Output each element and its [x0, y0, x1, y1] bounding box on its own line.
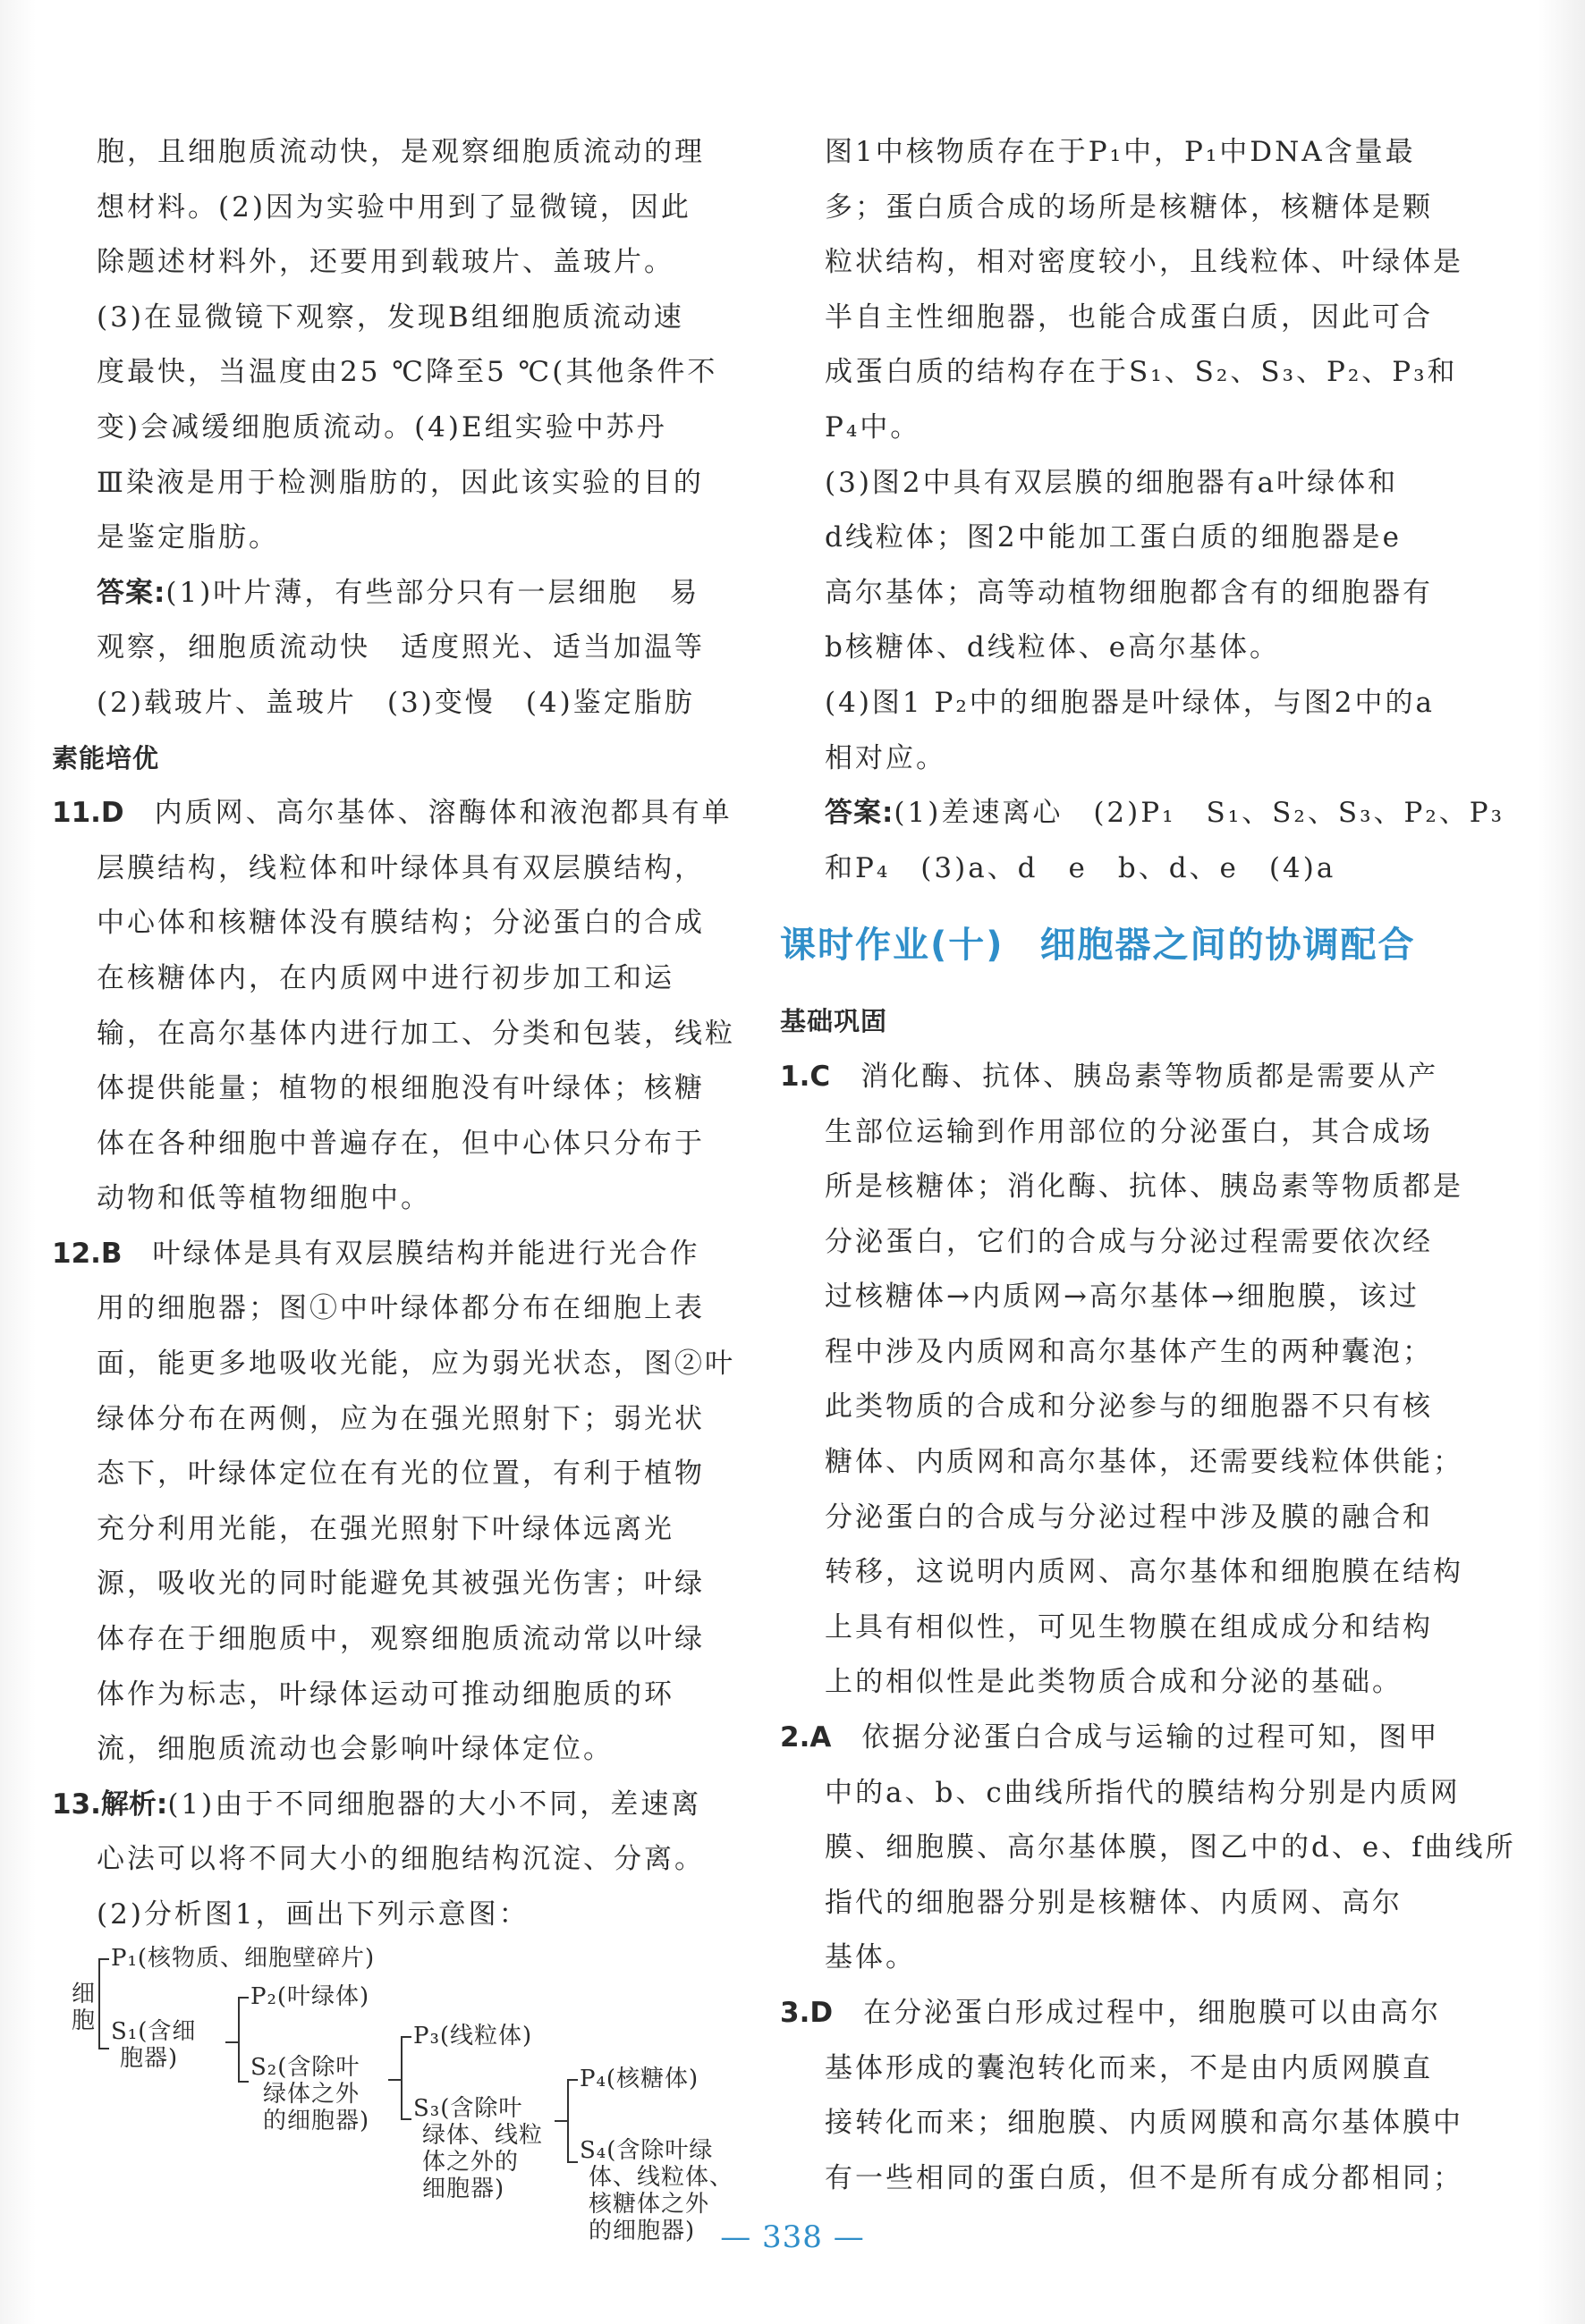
left-column [52, 125, 735, 1943]
answer-text: (1)叶片薄，有些部分只有一层细胞 易 [165, 576, 700, 609]
analysis-label: 解析: [100, 1787, 168, 1821]
question-number: 13. [52, 1787, 101, 1821]
connector-line [388, 2079, 401, 2081]
diagram-node-s2: 的细胞器) [263, 2108, 370, 2134]
diagram-node-s3: 绿体、线粒 [422, 2122, 544, 2149]
question-12 [52, 1227, 700, 1282]
diagram-node-s4: 体、线粒体、 [589, 2164, 734, 2191]
diagram-node-p1: P₁(核物质、细胞壁碎片) [111, 1945, 376, 1972]
text-line: 心法可以将不同大小的细胞结构沉淀、分离。 [97, 1843, 705, 1876]
question-2 [780, 1711, 1440, 1766]
diagram-node-s4: 的细胞器) [589, 2218, 696, 2244]
text-line: 用的细胞器；图①中叶绿体都分布在细胞上表 [97, 1292, 705, 1325]
text-line: 胞，且细胞质流动快，是观察细胞质流动的理 [97, 136, 705, 168]
text-line: 体作为标志，叶绿体运动可推动细胞质的环 [97, 1678, 674, 1711]
text-line: Ⅲ染液是用于检测脂肪的，因此该实验的目的 [97, 466, 704, 499]
text-line: 体存在于细胞质中，观察细胞质流动常以叶绿 [97, 1623, 705, 1656]
answer-line: (2)载玻片、盖玻片 (3)变慢 (4)鉴定脂肪 [97, 686, 695, 719]
text-line: d线粒体；图2中能加工蛋白质的细胞器是e [825, 521, 1402, 554]
diagram-node-p2: P₂(叶绿体) [250, 1983, 370, 2010]
question-11 [52, 786, 733, 841]
text-line: 动物和低等植物细胞中。 [97, 1182, 431, 1215]
question-number: 12. [52, 1237, 101, 1270]
connector-line [555, 2120, 567, 2122]
text-line: 在核糖体内，在内质网中进行初步加工和运 [97, 961, 674, 994]
text-line: (4)图1 P₂中的细胞器是叶绿体，与图2中的a [825, 686, 1435, 719]
bracket-line [401, 2036, 411, 2120]
text-line: 体提供能量；植物的根细胞没有叶绿体；核糖 [97, 1072, 705, 1105]
diagram-node-s1: 胞器) [120, 2045, 179, 2072]
text-line: 充分利用光能，在强光照射下叶绿体远离光 [97, 1512, 674, 1545]
text-line: 高尔基体；高等动植物细胞都含有的细胞器有 [825, 576, 1433, 609]
text-line: 中的a、b、c曲线所指代的膜结构分别是内质网 [825, 1776, 1461, 1809]
text-line: 流，细胞质流动也会影响叶绿体定位。 [97, 1733, 614, 1766]
text-line: 分泌蛋白，它们的合成与分泌过程需要依次经 [825, 1225, 1433, 1258]
text-line: 层膜结构，线粒体和叶绿体具有双层膜结构， [97, 851, 705, 884]
section-heading: 基础巩固 [780, 1006, 888, 1037]
text-line: 生部位运输到作用部位的分泌蛋白，其合成场 [825, 1115, 1433, 1148]
question-text: 在分泌蛋白形成过程中，细胞膜可以由高尔 [833, 1997, 1442, 2029]
text-line: 粒状结构，相对密度较小，且线粒体、叶绿体是 [825, 246, 1463, 279]
text-line: 基体形成的囊泡转化而来，不是由内质网膜直 [825, 2051, 1433, 2084]
answer-line [52, 566, 700, 621]
text-line: 半自主性细胞器，也能合成蛋白质，因此可合 [825, 300, 1433, 334]
answer-label: 答案: [97, 576, 166, 609]
text-line: 指代的细胞器分别是核糖体、内质网、高尔 [825, 1886, 1403, 1919]
answer-letter: B [100, 1237, 123, 1270]
text-line: 图1中核物质存在于P₁中，P₁中DNA含量最 [825, 136, 1416, 168]
text-line: 度最快，当温度由25 ℃降至5 ℃(其他条件不 [97, 356, 718, 389]
question-text: 内质网、高尔基体、溶酶体和液泡都具有单 [123, 797, 733, 830]
diagram-root: 细 [72, 1981, 97, 2007]
question-number: 1. [780, 1060, 810, 1093]
text-line: 多；蛋白质合成的场所是核糖体，核糖体是颗 [825, 190, 1433, 224]
bracket-line [238, 1997, 249, 2083]
text-line: 糖体、内质网和高尔基体，还需要线粒体供能； [825, 1446, 1463, 1479]
text-line: 转移，这说明内质网、高尔基体和细胞膜在结构 [825, 1556, 1463, 1589]
diagram-node-s2: 绿体之外 [263, 2081, 360, 2108]
text-line: b核糖体、d线粒体、e高尔基体。 [825, 631, 1281, 664]
answer-line: 和P₄ (3)a、d e b、d、e (4)a [825, 851, 1336, 884]
answer-letter: D [100, 797, 124, 830]
diagram-node-s3: S₃(含除叶 [413, 2095, 523, 2122]
text-line: 成蛋白质的结构存在于S₁、S₂、S₃、P₂、P₃和 [825, 356, 1458, 389]
text-line: 输，在高尔基体内进行加工、分类和包装，线粒 [97, 1017, 735, 1050]
question-text: 叶绿体是具有双层膜结构并能进行光合作 [122, 1237, 700, 1270]
text-line: 源，吸收光的同时能避免其被强光伤害；叶绿 [97, 1568, 705, 1601]
question-text: 依据分泌蛋白合成与运输的过程可知，图甲 [831, 1721, 1440, 1754]
centrifugation-diagram [64, 1945, 734, 2244]
text-line: 面，能更多地吸收光能，应为弱光状态，图②叶 [97, 1348, 735, 1381]
text-line: 接转化而来；细胞膜、内质网膜和高尔基体膜中 [825, 2107, 1463, 2140]
section-heading: 素能培优 [52, 742, 160, 773]
diagram-node-s3: 体之外的 [422, 2149, 520, 2176]
text-line: 上具有相似性，可见生物膜在组成成分和结构 [825, 1610, 1433, 1644]
question-number: 11. [52, 797, 101, 830]
text-line: 绿体分布在两侧，应为在强光照射下；弱光状 [97, 1402, 705, 1435]
text-line: 有一些相同的蛋白质，但不是所有成分都相同； [825, 2161, 1463, 2194]
text-line: 中心体和核糖体没有膜结构；分泌蛋白的合成 [97, 907, 705, 940]
diagram-node-s1: S₁(含细 [111, 2018, 197, 2045]
diagram-root: 胞 [72, 2007, 97, 2034]
question-number: 3. [780, 1997, 810, 2029]
right-column [780, 125, 1516, 2206]
answer-line [780, 786, 1505, 841]
text-line: 分泌蛋白的合成与分泌过程中涉及膜的融合和 [825, 1500, 1433, 1534]
text-line: 程中涉及内质网和高尔基体产生的两种囊泡； [825, 1335, 1433, 1368]
text-line: P₄中。 [825, 410, 921, 444]
lesson-title [780, 896, 1426, 994]
answer-letter: D [809, 1997, 834, 2029]
text-line: 态下，叶绿体定位在有光的位置，有利于植物 [97, 1458, 705, 1491]
text-line: 膜、细胞膜、高尔基体膜，图乙中的d、e、f曲线所 [825, 1831, 1516, 1864]
text-line: 变)会减缓细胞质流动。(4)E组实验中苏丹 [97, 410, 667, 444]
text-line: 此类物质的合成和分泌参与的细胞器不只有核 [825, 1390, 1433, 1424]
text-line: 除题述材料外，还要用到载玻片、盖玻片。 [97, 246, 674, 279]
question-text: 消化酶、抗体、胰岛素等物质都是需要从产 [830, 1060, 1439, 1093]
diagram-node-s4: S₄(含除叶绿 [580, 2137, 714, 2164]
text-line: (2)分析图1，画出下列示意图： [97, 1898, 530, 1931]
lesson-topic: 细胞器之间的协调配合 [1039, 925, 1416, 967]
question-number: 2. [780, 1721, 810, 1754]
diagram-node-s3: 细胞器) [422, 2176, 505, 2202]
answer-label: 答案: [825, 797, 894, 830]
text-line: 体在各种细胞中普遍存在，但中心体只分布于 [97, 1127, 705, 1160]
bracket-line [567, 2079, 578, 2163]
connector-line [225, 2041, 238, 2043]
lesson-number: 课时作业(十) [780, 925, 1004, 967]
diagram-node-p4: P₄(核糖体) [580, 2066, 699, 2092]
answer-line: 观察，细胞质流动快 适度照光、适当加温等 [97, 631, 705, 664]
text-line: 想材料。(2)因为实验中用到了显微镜，因此 [97, 190, 691, 224]
text-line: (3)图2中具有双层膜的细胞器有a叶绿体和 [825, 466, 1399, 499]
question-1 [780, 1050, 1439, 1105]
text-line: (3)在显微镜下观察，发现B组细胞质流动速 [97, 300, 684, 334]
text-line: 过核糖体→内质网→高尔基体→细胞膜，该过 [825, 1280, 1420, 1314]
answer-letter: C [809, 1060, 831, 1093]
answer-text: (1)差速离心 (2)P₁ S₁、S₂、S₃、P₂、P₃ [894, 797, 1505, 830]
text-line: 基体。 [825, 1941, 916, 1974]
page-number: — 338 — [720, 2219, 865, 2255]
text-line: 相对应。 [825, 741, 946, 774]
diagram-node-p3: P₃(线粒体) [413, 2023, 533, 2049]
diagram-node-s2: S₂(含除叶 [250, 2054, 360, 2081]
question-3 [780, 1986, 1442, 2041]
question-text: (1)由于不同细胞器的大小不同，差速离 [167, 1787, 702, 1821]
text-line: 是鉴定脂肪。 [97, 521, 279, 554]
text-line: 所是核糖体；消化酶、抗体、胰岛素等物质都是 [825, 1170, 1463, 1204]
question-13 [52, 1778, 702, 1833]
bracket-line [98, 1958, 109, 2049]
answer-letter: A [809, 1721, 832, 1754]
diagram-node-s4: 核糖体之外 [589, 2191, 710, 2218]
text-line: 上的相似性是此类物质合成和分泌的基础。 [825, 1666, 1403, 1699]
